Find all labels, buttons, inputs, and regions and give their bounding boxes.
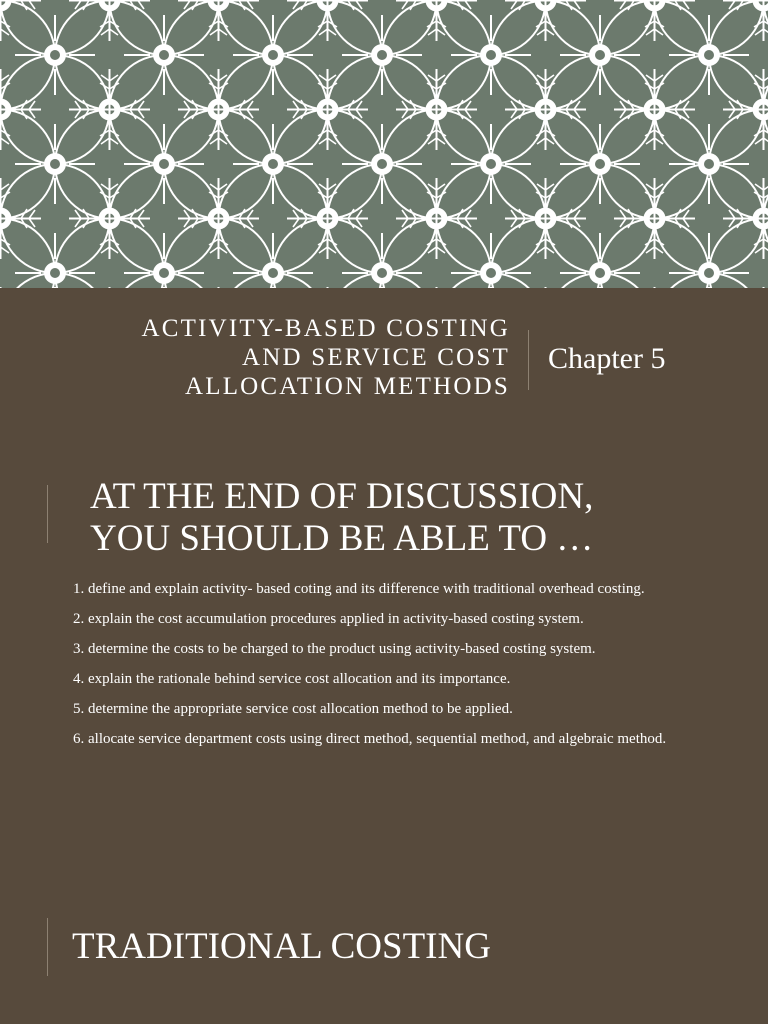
objective-item-2: 2. explain the cost accumulation procedures applied in activity-based costing system. (73, 611, 584, 627)
title-line-2: AND SERVICE COST (242, 344, 510, 371)
objective-item-3: 3. determine the costs to be charged to the product using activity-based costing system. (73, 641, 596, 657)
title-divider (528, 330, 529, 390)
objective-item-6: 6. allocate service department costs using direct method, sequential method, and algebraic method. (73, 731, 667, 747)
presentation-title (30, 314, 510, 401)
title-slide (0, 288, 768, 438)
floral-pattern-image (0, 0, 768, 288)
objective-item-1: 1. define and explain activity- based coting and its difference with traditional overhead costing. (73, 581, 645, 597)
objectives-accent-bar (47, 485, 48, 543)
objectives-list (73, 580, 693, 760)
title-line-1: ACTIVITY-BASED COSTING (141, 315, 510, 342)
objective-item-4: 4. explain the rationale behind service cost allocation and its importance. (73, 671, 511, 687)
title-line-3: ALLOCATION METHODS (184, 373, 510, 400)
traditional-accent-bar (47, 918, 48, 976)
objectives-heading-line-1: AT THE END OF DISCUSSION, (90, 476, 594, 517)
traditional-costing-heading: TRADITIONAL COSTING (72, 926, 491, 967)
objectives-heading-line-2: YOU SHOULD BE ABLE TO … (90, 518, 594, 559)
objectives-heading (90, 476, 730, 560)
objective-item-5: 5. determine the appropriate service cost allocation method to be applied. (73, 701, 513, 717)
chapter-label: Chapter 5 (548, 342, 666, 375)
decorative-pattern-banner (0, 0, 768, 288)
